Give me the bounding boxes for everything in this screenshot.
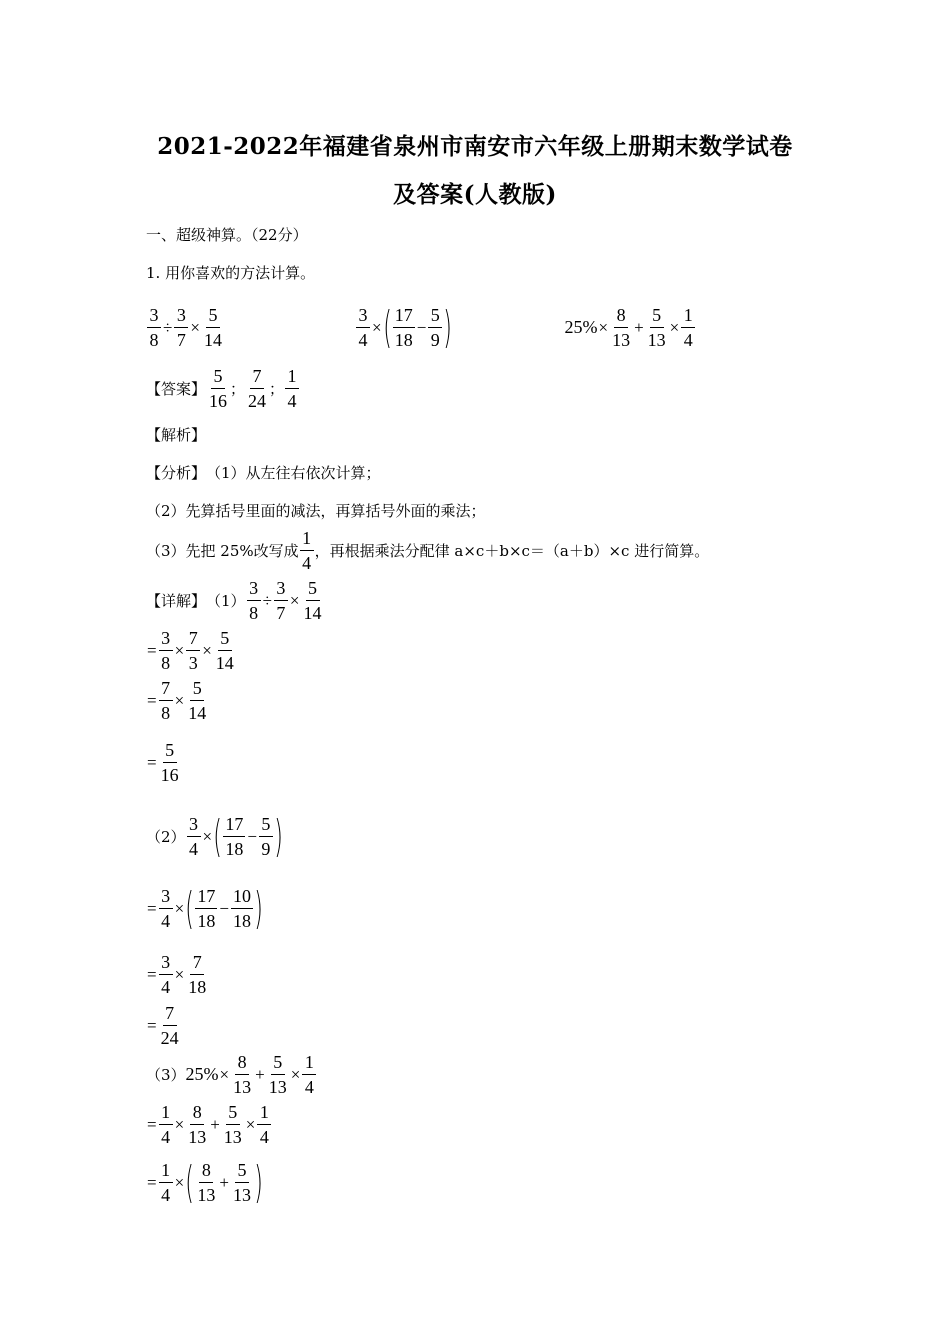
- fraction: [195, 886, 217, 931]
- fraction-numerator: 1: [302, 1052, 316, 1075]
- section-heading: 一、超级神算。（22分）: [146, 226, 308, 244]
- math-operator: =: [147, 964, 157, 984]
- fraction-numerator: 7: [190, 952, 204, 975]
- fraction: [223, 814, 245, 859]
- fraction: [159, 1160, 173, 1205]
- math-operator: ×: [174, 1172, 185, 1192]
- fraction: [186, 678, 208, 723]
- fraction-numerator: 5: [211, 366, 225, 389]
- fraction: [259, 814, 273, 859]
- fraction-denominator: 8: [161, 653, 171, 673]
- fraction: [186, 1102, 208, 1147]
- fraction: [159, 1003, 181, 1048]
- fraction-numerator: 1: [681, 305, 695, 328]
- parenthesis: (: [185, 1156, 195, 1208]
- fraction-numerator: 5: [650, 305, 664, 328]
- fraction-denominator: 4: [161, 911, 171, 931]
- fraction: [147, 305, 161, 350]
- parenthesis: (: [382, 301, 392, 353]
- math-operator: −: [219, 898, 229, 918]
- document-title-line2: 及答案(人教版): [393, 181, 557, 208]
- math-operator: ×: [202, 640, 212, 660]
- fraction-numerator: 3: [147, 305, 161, 328]
- problem-expressions: [146, 301, 696, 353]
- fraction-numerator: 8: [614, 305, 628, 328]
- fraction: [428, 305, 442, 350]
- detail-2-line-2: [146, 882, 263, 934]
- text-segment: （1）: [206, 592, 246, 610]
- math-operator: ÷: [163, 317, 173, 337]
- fraction: [187, 814, 201, 859]
- fraction-numerator: 5: [235, 1160, 249, 1183]
- fraction-denominator: 4: [683, 330, 693, 350]
- fraction: [300, 528, 314, 573]
- fraction-denominator: 16: [160, 765, 179, 785]
- answer-label: 【答案】: [146, 380, 207, 398]
- math-operator: +: [219, 1172, 229, 1192]
- fraction-numerator: 5: [163, 740, 177, 763]
- question-1-prompt: 1. 用你喜欢的方法计算。: [146, 264, 316, 282]
- fraction: [202, 305, 224, 350]
- answer-fraction: [246, 366, 268, 411]
- fraction-numerator: 5: [206, 305, 220, 328]
- answer-line: [146, 366, 300, 411]
- fraction: [681, 305, 695, 350]
- percent-value: 25%: [185, 1064, 219, 1084]
- math-operator: ×: [669, 317, 680, 337]
- math-operator: ×: [290, 1064, 301, 1084]
- fraction-numerator: 3: [187, 814, 201, 837]
- detail-2-result: [146, 1003, 182, 1048]
- fraction-numerator: 5: [428, 305, 442, 328]
- fraction-denominator: 18: [225, 839, 244, 859]
- text-segment: （1）从左往右依次计算；: [206, 464, 381, 482]
- fraction-numerator: 3: [247, 578, 261, 601]
- fraction-numerator: 1: [285, 366, 299, 389]
- fraction: [274, 578, 288, 623]
- fraction-numerator: 5: [306, 578, 320, 601]
- answer-fraction: [285, 366, 299, 411]
- detail-1-line-3: [146, 678, 209, 723]
- detail-1-line-1: [146, 578, 325, 623]
- math-operator: +: [210, 1114, 220, 1134]
- fraction: [231, 1160, 253, 1205]
- text-segment: ，再根据乘法分配律 a×c＋b×c＝（a＋b）×c 进行简算。: [314, 542, 710, 560]
- math-operator: −: [416, 317, 427, 337]
- fraction-denominator: 14: [188, 703, 207, 723]
- fraction-numerator: 3: [174, 305, 188, 328]
- fraction-numerator: 3: [274, 578, 288, 601]
- fraction: [610, 305, 632, 350]
- math-operator: ×: [174, 964, 185, 984]
- expression-b: [355, 301, 453, 353]
- fraction-denominator: 18: [394, 330, 413, 350]
- text-segment: 【分析】: [146, 464, 207, 482]
- math-operator: +: [255, 1064, 265, 1084]
- fraction: [231, 1052, 253, 1097]
- fraction: [159, 740, 181, 785]
- math-operator: =: [147, 898, 157, 918]
- fraction-denominator: 4: [161, 977, 171, 997]
- jiexi-label: 【解析】: [146, 426, 207, 444]
- fraction: [302, 578, 324, 623]
- fraction-numerator: 8: [235, 1052, 249, 1075]
- fraction: [159, 678, 173, 723]
- fraction: [393, 305, 415, 350]
- fraction-numerator: 3: [159, 952, 173, 975]
- fraction-numerator: 7: [163, 1003, 177, 1026]
- fraction-numerator: 3: [356, 305, 370, 328]
- fraction-denominator: 4: [259, 1127, 269, 1147]
- fraction-denominator: 24: [160, 1028, 179, 1048]
- fraction-denominator: 4: [287, 391, 297, 411]
- fraction-numerator: 5: [259, 814, 273, 837]
- math-operator: ×: [174, 898, 185, 918]
- fraction: [646, 305, 668, 350]
- fraction-numerator: 10: [231, 886, 253, 909]
- detail-1-line-2: [146, 628, 237, 673]
- math-operator: =: [147, 690, 157, 710]
- fraction: [257, 1102, 271, 1147]
- fraction-denominator: 8: [249, 603, 259, 623]
- fraction-denominator: 13: [197, 1185, 216, 1205]
- fraction-numerator: 5: [226, 1102, 240, 1125]
- fraction-denominator: 13: [232, 1185, 251, 1205]
- fraction: [186, 628, 200, 673]
- fraction-denominator: 18: [232, 911, 251, 931]
- parenthesis: ): [254, 1156, 263, 1208]
- fraction-numerator: 1: [159, 1102, 173, 1125]
- analysis-line-2: （2）先算括号里面的减法，再算括号外面的乘法；: [146, 502, 486, 520]
- text-segment: （3）: [146, 1066, 186, 1084]
- expression-c: [564, 305, 696, 350]
- fraction-denominator: 14: [215, 653, 234, 673]
- fraction-numerator: 3: [159, 628, 173, 651]
- math-operator: ×: [174, 640, 185, 660]
- fraction-numerator: 1: [159, 1160, 173, 1183]
- detail-3-line-2: [146, 1102, 272, 1147]
- fraction-numerator: 8: [199, 1160, 213, 1183]
- fraction-denominator: 4: [358, 330, 368, 350]
- fraction: [247, 578, 261, 623]
- math-operator: ×: [174, 690, 185, 710]
- fraction-numerator: 7: [250, 366, 264, 389]
- fraction: [302, 1052, 316, 1097]
- detail-2-line-1: [146, 810, 283, 862]
- fraction: [159, 628, 173, 673]
- math-operator: =: [147, 1015, 157, 1035]
- fraction-denominator: 13: [188, 1127, 207, 1147]
- math-operator: =: [147, 640, 157, 660]
- fraction-denominator: 18: [197, 911, 216, 931]
- fraction: [186, 952, 208, 997]
- math-operator: ×: [202, 826, 213, 846]
- fraction-numerator: 5: [271, 1052, 285, 1075]
- text-segment: 【详解】: [146, 592, 207, 610]
- math-operator: =: [147, 1114, 157, 1134]
- percent-value: 25%: [564, 317, 598, 337]
- fraction-denominator: 7: [176, 330, 186, 350]
- fraction-numerator: 1: [300, 528, 314, 551]
- fraction-numerator: 5: [218, 628, 232, 651]
- fraction-denominator: 8: [149, 330, 159, 350]
- fraction: [356, 305, 370, 350]
- fraction-numerator: 3: [159, 886, 173, 909]
- fraction: [195, 1160, 217, 1205]
- fraction-denominator: 4: [161, 1127, 171, 1147]
- text-segment: ；: [230, 380, 246, 398]
- parenthesis: ): [274, 810, 283, 862]
- math-operator: −: [247, 826, 257, 846]
- fraction-denominator: 8: [161, 703, 171, 723]
- text-segment: （3）先把 25%改写成: [146, 542, 299, 560]
- fraction-numerator: 7: [159, 678, 173, 701]
- fraction-denominator: 13: [647, 330, 666, 350]
- fraction: [231, 886, 253, 931]
- fraction-denominator: 7: [276, 603, 286, 623]
- fraction-denominator: 14: [203, 330, 222, 350]
- fraction: [159, 1102, 173, 1147]
- math-operator: ×: [598, 317, 609, 337]
- fraction-denominator: 24: [248, 391, 267, 411]
- fraction-denominator: 4: [161, 1185, 171, 1205]
- fraction-numerator: 1: [257, 1102, 271, 1125]
- detail-2-line-3: [146, 952, 209, 997]
- fraction-denominator: 9: [430, 330, 440, 350]
- detail-1-result: [146, 740, 182, 785]
- fraction: [174, 305, 188, 350]
- parenthesis: ): [443, 301, 453, 353]
- fraction: [159, 952, 173, 997]
- math-operator: ×: [371, 317, 382, 337]
- fraction-numerator: 8: [190, 1102, 204, 1125]
- math-operator: ×: [174, 1114, 185, 1134]
- fraction-numerator: 17: [393, 305, 415, 328]
- analysis-line-1: [146, 462, 381, 483]
- fraction-numerator: 7: [186, 628, 200, 651]
- math-operator: ×: [219, 1064, 230, 1084]
- expression-a: [146, 305, 225, 350]
- analysis-line-3: [146, 528, 709, 573]
- math-operator: =: [147, 1172, 157, 1192]
- fraction: [267, 1052, 289, 1097]
- fraction-numerator: 5: [190, 678, 204, 701]
- parenthesis: ): [254, 882, 263, 934]
- document-title-line1: 2021-2022年福建省泉州市南安市六年级上册期末数学试卷: [157, 133, 793, 160]
- answer-fraction: [207, 366, 229, 411]
- detail-3-line-3: [146, 1156, 263, 1208]
- fraction-denominator: 18: [188, 977, 207, 997]
- math-operator: ×: [190, 317, 200, 337]
- fraction: [159, 886, 173, 931]
- math-operator: ÷: [262, 590, 272, 610]
- fraction: [222, 1102, 244, 1147]
- detail-3-line-1: [146, 1052, 317, 1097]
- fraction-denominator: 13: [223, 1127, 242, 1147]
- fraction-numerator: 17: [223, 814, 245, 837]
- math-operator: +: [634, 317, 644, 337]
- fraction-numerator: 17: [195, 886, 217, 909]
- fraction-denominator: 13: [233, 1077, 252, 1097]
- math-operator: ×: [289, 590, 300, 610]
- fraction-denominator: 4: [302, 553, 312, 573]
- fraction-denominator: 9: [261, 839, 271, 859]
- text-segment: ；: [269, 380, 285, 398]
- fraction-denominator: 16: [209, 391, 228, 411]
- parenthesis: (: [185, 882, 195, 934]
- math-operator: ×: [245, 1114, 256, 1134]
- text-segment: （2）: [146, 828, 186, 846]
- math-operator: =: [147, 752, 157, 772]
- fraction-denominator: 14: [303, 603, 322, 623]
- fraction-denominator: 4: [189, 839, 199, 859]
- parenthesis: (: [213, 810, 223, 862]
- fraction-denominator: 13: [268, 1077, 287, 1097]
- fraction: [214, 628, 236, 673]
- fraction-denominator: 4: [304, 1077, 314, 1097]
- fraction-denominator: 3: [188, 653, 198, 673]
- fraction-denominator: 13: [612, 330, 631, 350]
